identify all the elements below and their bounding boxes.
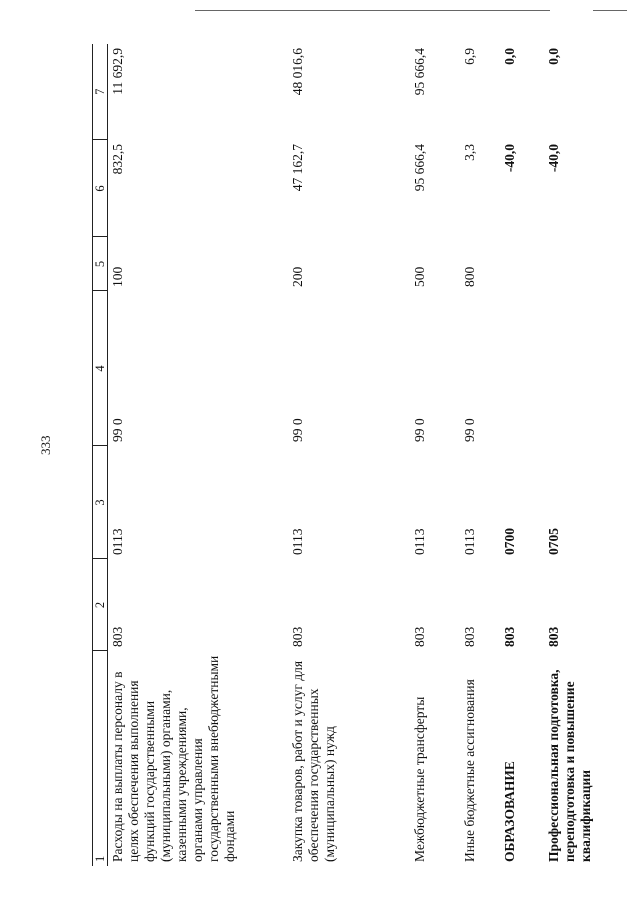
table-row xyxy=(410,44,460,866)
target-code-cell: 99 0 xyxy=(289,418,305,442)
expense-type-cell xyxy=(544,237,640,291)
admin-code-cell: 803 xyxy=(289,626,305,647)
table-row xyxy=(288,44,410,866)
amount-1-cell: -40,0 xyxy=(545,144,561,173)
admin-code-cell: 803 xyxy=(501,626,517,647)
amount-1-cell: 47 162,7 xyxy=(289,144,305,192)
section-code-cell: 0113 xyxy=(461,528,477,555)
expense-type-cell: 500 xyxy=(411,266,427,287)
amount-1-cell: 3,3 xyxy=(461,144,477,161)
table-body xyxy=(93,44,640,866)
item-name-cell: Иные бюджетные ассигнования xyxy=(461,679,477,862)
item-name-cell: Межбюджетные трансферты xyxy=(411,696,427,862)
amount-2-cell: 48 016,6 xyxy=(289,48,305,96)
expense-type-cell xyxy=(500,237,544,291)
header-cell: 7 xyxy=(93,44,108,140)
amount-2-cell: 11 692,9 xyxy=(110,48,125,95)
section-code-cell: 0113 xyxy=(110,528,125,555)
target-code-cell: 99 0 xyxy=(411,418,427,442)
section-code-cell: 0113 xyxy=(411,528,427,555)
header-row xyxy=(93,44,108,866)
budget-table xyxy=(92,44,640,866)
header-cell: 4 xyxy=(93,291,108,446)
header-cell: 5 xyxy=(93,237,108,291)
target-code-cell: 99 0 xyxy=(110,418,125,442)
amount-2-cell: 0,0 xyxy=(501,48,517,65)
header-cell: 2 xyxy=(93,559,108,651)
expense-type-cell: 100 xyxy=(110,266,125,287)
item-name-cell: ОБРАЗОВАНИЕ xyxy=(501,761,517,862)
table-row xyxy=(108,44,288,866)
page-number: 333 xyxy=(38,435,53,455)
item-name-cell: Профессиональная подготовка, переподготовка и повышение квалификации xyxy=(545,669,593,862)
amount-2-cell: 6,9 xyxy=(461,48,477,65)
admin-code-cell: 803 xyxy=(545,626,561,647)
admin-code-cell: 803 xyxy=(110,626,125,647)
top-rule xyxy=(195,10,550,11)
section-code-cell: 0700 xyxy=(501,528,517,555)
table-row xyxy=(460,44,500,866)
amount-1-cell: 832,5 xyxy=(110,144,125,175)
expense-type-cell: 200 xyxy=(289,266,305,287)
header-cell: 1 xyxy=(93,651,108,866)
section-code-cell: 0705 xyxy=(545,528,561,555)
amount-1-cell: -40,0 xyxy=(501,144,517,173)
table-row xyxy=(544,44,640,866)
target-code-cell: 99 0 xyxy=(461,418,477,442)
target-code-cell xyxy=(544,291,640,446)
amount-2-cell: 95 666,4 xyxy=(411,48,427,96)
item-name-cell: Закупка товаров, работ и услуг для обеспечения государственных (муниципальных) нужд xyxy=(289,660,337,862)
top-rule-short xyxy=(593,10,627,11)
target-code-cell xyxy=(500,291,544,446)
admin-code-cell: 803 xyxy=(461,626,477,647)
admin-code-cell: 803 xyxy=(411,626,427,647)
section-code-cell: 0113 xyxy=(289,528,305,555)
header-cell: 3 xyxy=(93,446,108,559)
amount-2-cell: 0,0 xyxy=(545,48,561,65)
table-row xyxy=(500,44,544,866)
amount-1-cell: 95 666,4 xyxy=(411,144,427,192)
item-name-cell: Расходы на выплаты персоналу в целях обеспечения выполнения функций государственными (муниципальными) органами, казенными учреждениями, органами управления государственными внебюджетными фондами xyxy=(110,655,237,862)
header-cell: 6 xyxy=(93,140,108,237)
expense-type-cell: 800 xyxy=(461,266,477,287)
